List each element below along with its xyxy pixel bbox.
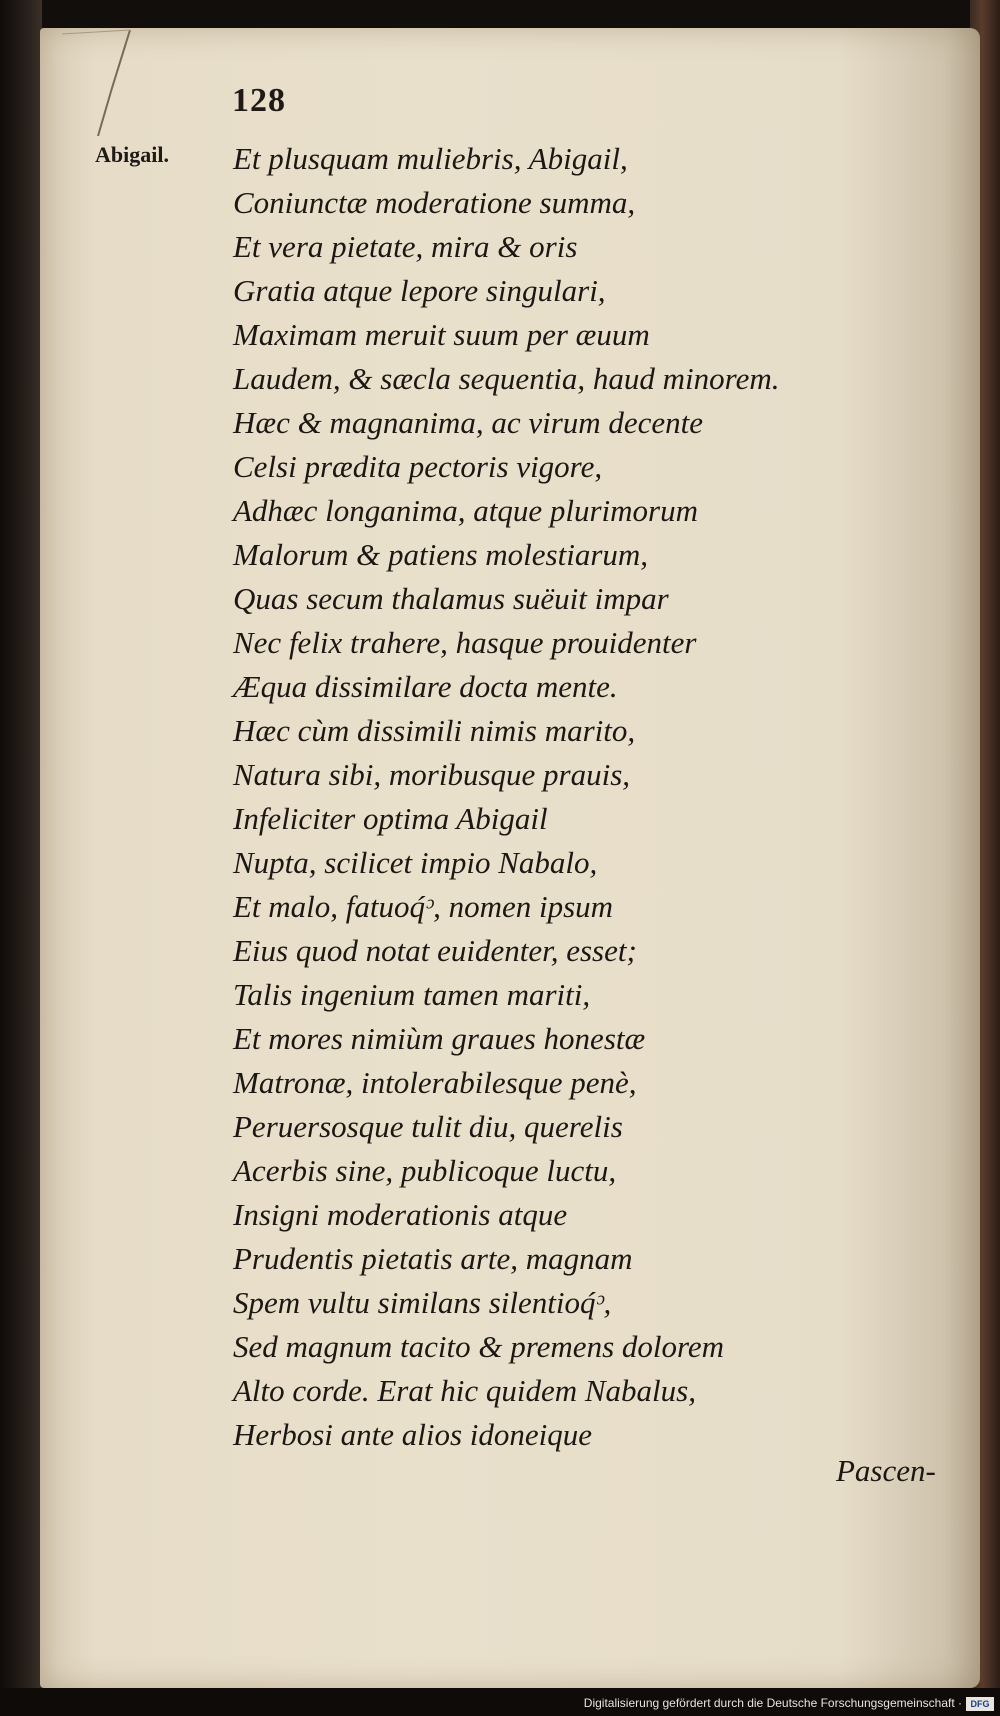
verse-line: Et malo, fatuoq́ᵓ, nomen ipsum bbox=[233, 889, 614, 924]
verse-line: Hæc & magnanima, ac virum decente bbox=[233, 405, 704, 440]
scan-border-left bbox=[0, 0, 42, 1716]
verse-line: Prudentis pietatis arte, magnam bbox=[233, 1241, 633, 1276]
verse-line: Acerbis sine, publicoque luctu, bbox=[233, 1153, 617, 1188]
verse-text bbox=[233, 137, 933, 1457]
marginal-note: Abigail. bbox=[95, 142, 169, 167]
verse-line: Eius quod notat euidenter, esset; bbox=[233, 933, 637, 968]
verse-line: Maximam meruit suum per æuum bbox=[233, 317, 650, 352]
verse-line: Et mores nimiùm graues honestæ bbox=[233, 1021, 646, 1056]
footer-bar bbox=[0, 1688, 1000, 1716]
verse-line: Æqua dissimilare docta mente. bbox=[233, 669, 618, 704]
verse-line: Gratia atque lepore singulari, bbox=[233, 273, 606, 308]
verse-line: Alto corde. Erat hic quidem Nabalus, bbox=[233, 1373, 696, 1408]
verse-line: Malorum & patiens molestiarum, bbox=[233, 537, 649, 572]
verse-line: Herbosi ante alios idoneique bbox=[233, 1417, 593, 1452]
verse-line: Celsi prædita pectoris vigore, bbox=[233, 449, 603, 484]
verse-line: Sed magnum tacito & premens dolorem bbox=[233, 1329, 725, 1364]
catchword: Pascen- bbox=[836, 1453, 936, 1488]
verse-line: Adhæc longanima, atque plurimorum bbox=[233, 493, 698, 528]
verse-line: Coniunctæ moderatione summa, bbox=[233, 185, 636, 220]
verse-line: Peruersosque tulit diu, querelis bbox=[233, 1109, 623, 1144]
verse-line: Hæc cùm dissimili nimis marito, bbox=[233, 713, 636, 748]
corner-tear-mark bbox=[60, 28, 140, 138]
verse-line: Insigni moderationis atque bbox=[233, 1197, 568, 1232]
verse-line: Talis ingenium tamen mariti, bbox=[233, 977, 591, 1012]
verse-line: Spem vultu similans silentioq́ᵓ, bbox=[233, 1285, 612, 1320]
verse-line: Laudem, & sæcla sequentia, haud minorem. bbox=[233, 361, 780, 396]
verse-line: Et vera pietate, mira & oris bbox=[233, 229, 578, 264]
verse-line: Quas secum thalamus suëuit impar bbox=[233, 581, 669, 616]
dfg-logo-icon: DFG bbox=[966, 1697, 994, 1711]
verse-line: Infeliciter optima Abigail bbox=[233, 801, 548, 836]
page-number: 128 bbox=[232, 82, 286, 119]
verse-line: Matronæ, intolerabilesque penè, bbox=[233, 1065, 637, 1100]
scan-border-top bbox=[0, 0, 1000, 30]
verse-line: Et plusquam muliebris, Abigail, bbox=[233, 141, 628, 176]
verse-line: Nec felix trahere, hasque prouidenter bbox=[233, 625, 697, 660]
verse-line: Nupta, scilicet impio Nabalo, bbox=[233, 845, 598, 880]
verse-line: Natura sibi, moribusque prauis, bbox=[233, 757, 631, 792]
footer-credit: Digitalisierung gefördert durch die Deutsche Forschungsgemeinschaft · bbox=[583, 1696, 962, 1710]
